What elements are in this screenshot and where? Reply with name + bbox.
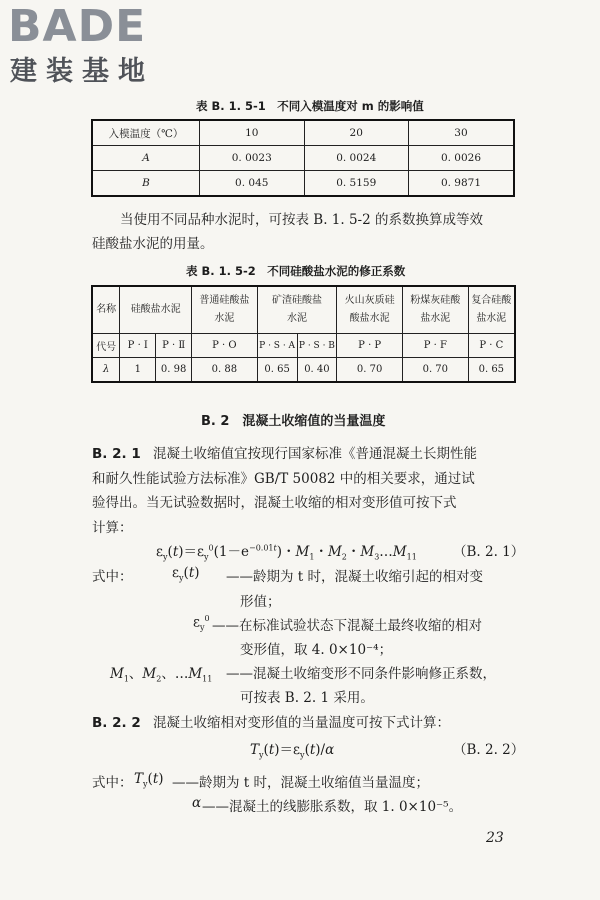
table1-cell: A — [92, 146, 200, 171]
b22-number: B. 2. 2 — [92, 715, 141, 731]
b21-def2b: 变形值，取 4. 0×10⁻⁴； — [240, 642, 393, 658]
b22-formula-ref: （B. 2. 2） — [453, 742, 525, 758]
table2-header-cell: 火山灰质硅酸盐水泥 — [337, 286, 403, 334]
table1-cell: 0. 0026 — [408, 146, 514, 171]
b22-def2: ——混凝土的线膨胀系数，取 1. 0×10⁻⁵。 — [202, 799, 463, 815]
b21-sym1: $\varepsilon_y(t)$ — [172, 565, 200, 583]
table-row — [92, 146, 514, 171]
formula-b22: $T_y(t)=\varepsilon_y(t)/\alpha$ — [250, 742, 335, 760]
b21-line2: 和耐久性能试验方法标准》GB/T 50082 中的相关要求，通过试 — [92, 471, 475, 487]
b21-line4: 计算： — [92, 520, 133, 536]
b21-number: B. 2. 1 — [92, 446, 141, 462]
b21-sym2: $\varepsilon_y^0$ — [193, 614, 210, 633]
logo-subtitle: 建装基地 — [10, 56, 154, 87]
table2 — [91, 285, 516, 383]
table2-header-cell: 矿渣硅酸盐水泥 — [257, 286, 337, 334]
table2-value-cell: 0. 88 — [192, 358, 258, 383]
table2-header-cell: 粉煤灰硅酸盐水泥 — [402, 286, 468, 334]
logo-brand: BADE — [8, 1, 147, 52]
page-number: 23 — [486, 830, 504, 846]
b21-line3: 验得出。当无试验数据时，混凝土收缩的相对变形值可按下式 — [92, 495, 457, 511]
b22-line1: 混凝土收缩相对变形值的当量温度可按下式计算： — [153, 715, 451, 731]
b22-where: 式中： — [92, 775, 133, 791]
table2-code-cell: P · P — [337, 334, 403, 358]
table-row — [92, 171, 514, 197]
b22-paragraph — [92, 711, 450, 731]
table1-header-cell: 入模温度（℃） — [92, 120, 200, 146]
table1-cell: 0. 0023 — [200, 146, 304, 171]
b22-def1: ——龄期为 t 时，混凝土收缩值当量温度； — [172, 775, 430, 791]
table1-header-cell: 10 — [200, 120, 304, 146]
table2-header-cell: 普通硅酸盐水泥 — [192, 286, 258, 334]
table2-code-cell: P · O — [192, 334, 258, 358]
b22-sym1: $T_y(t)$ — [134, 771, 164, 789]
table-row — [92, 120, 514, 146]
table1-cell: 0. 9871 — [408, 171, 514, 197]
table-row — [92, 358, 515, 383]
table2-value-cell: 0. 40 — [297, 358, 337, 383]
table2-code-cell: P · S · A — [257, 334, 297, 358]
table2-code-cell: P · Ⅱ — [156, 334, 192, 358]
table-row — [92, 286, 515, 334]
table2-code-cell: P · S · B — [297, 334, 337, 358]
table1 — [91, 119, 515, 197]
b21-paragraph — [92, 442, 477, 462]
table2-code-cell: P · C — [468, 334, 515, 358]
table-row — [92, 334, 515, 358]
table2-code-cell: P · F — [402, 334, 468, 358]
b21-def1b: 形值； — [240, 594, 281, 610]
table2-value-cell: 1 — [120, 358, 156, 383]
table2-name-label: 名称 — [92, 286, 120, 334]
logo — [8, 1, 178, 90]
para1-line1: 当使用不同品种水泥时，可按表 B. 1. 5-2 的系数换算成等效 — [120, 212, 483, 228]
section-b2-title: B. 2 混凝土收缩值的当量温度 — [201, 414, 386, 429]
table1-cell: 0. 045 — [200, 171, 304, 197]
formula-b21: $\varepsilon_y(t)=\varepsilon_y^0(1-e^{-0.01t})$・$M_1$・$M_2$・$M_3\dots M_{11}$ — [156, 543, 417, 562]
table2-code-cell: P · Ⅰ — [120, 334, 156, 358]
table2-value-cell: 0. 65 — [468, 358, 515, 383]
b21-def3b: 可按表 B. 2. 1 采用。 — [240, 690, 374, 706]
b21-def2a: ——在标准试验状态下混凝土最终收缩的相对 — [212, 618, 482, 634]
table1-caption: 表 B. 1. 5-1 不同入模温度对 m 的影响值 — [196, 99, 424, 113]
table2-value-cell: 0. 70 — [402, 358, 468, 383]
b22-sym2: α — [192, 795, 202, 811]
para1-line2: 硅酸盐水泥的用量。 — [92, 236, 214, 252]
table2-header-cell: 硅酸盐水泥 — [120, 286, 192, 334]
table2-caption: 表 B. 1. 5-2 不同硅酸盐水泥的修正系数 — [186, 264, 406, 278]
table1-cell: 0. 5159 — [304, 171, 408, 197]
table2-code-label: 代号 — [92, 334, 120, 358]
table1-cell: 0. 0024 — [304, 146, 408, 171]
table2-value-cell: 0. 65 — [257, 358, 297, 383]
table2-value-cell: 0. 70 — [337, 358, 403, 383]
b21-where: 式中： — [92, 569, 133, 585]
b21-sym3: $M_1$、$M_2$、$\dots M_{11}$ — [110, 666, 213, 684]
table1-header-cell: 20 — [304, 120, 408, 146]
b21-line1: 混凝土收缩值宜按现行国家标准《普通混凝土长期性能 — [153, 446, 478, 462]
table2-lambda-label: λ — [92, 358, 120, 383]
table1-cell: B — [92, 171, 200, 197]
table1-header-cell: 30 — [408, 120, 514, 146]
b21-def3a: ——混凝土收缩变形不同条件影响修正系数， — [226, 666, 496, 682]
b21-formula-ref: （B. 2. 1） — [453, 544, 525, 560]
table2-value-cell: 0. 98 — [156, 358, 192, 383]
b21-def1a: ——龄期为 t 时，混凝土收缩引起的相对变 — [226, 569, 484, 585]
table2-header-cell: 复合硅酸盐水泥 — [468, 286, 515, 334]
